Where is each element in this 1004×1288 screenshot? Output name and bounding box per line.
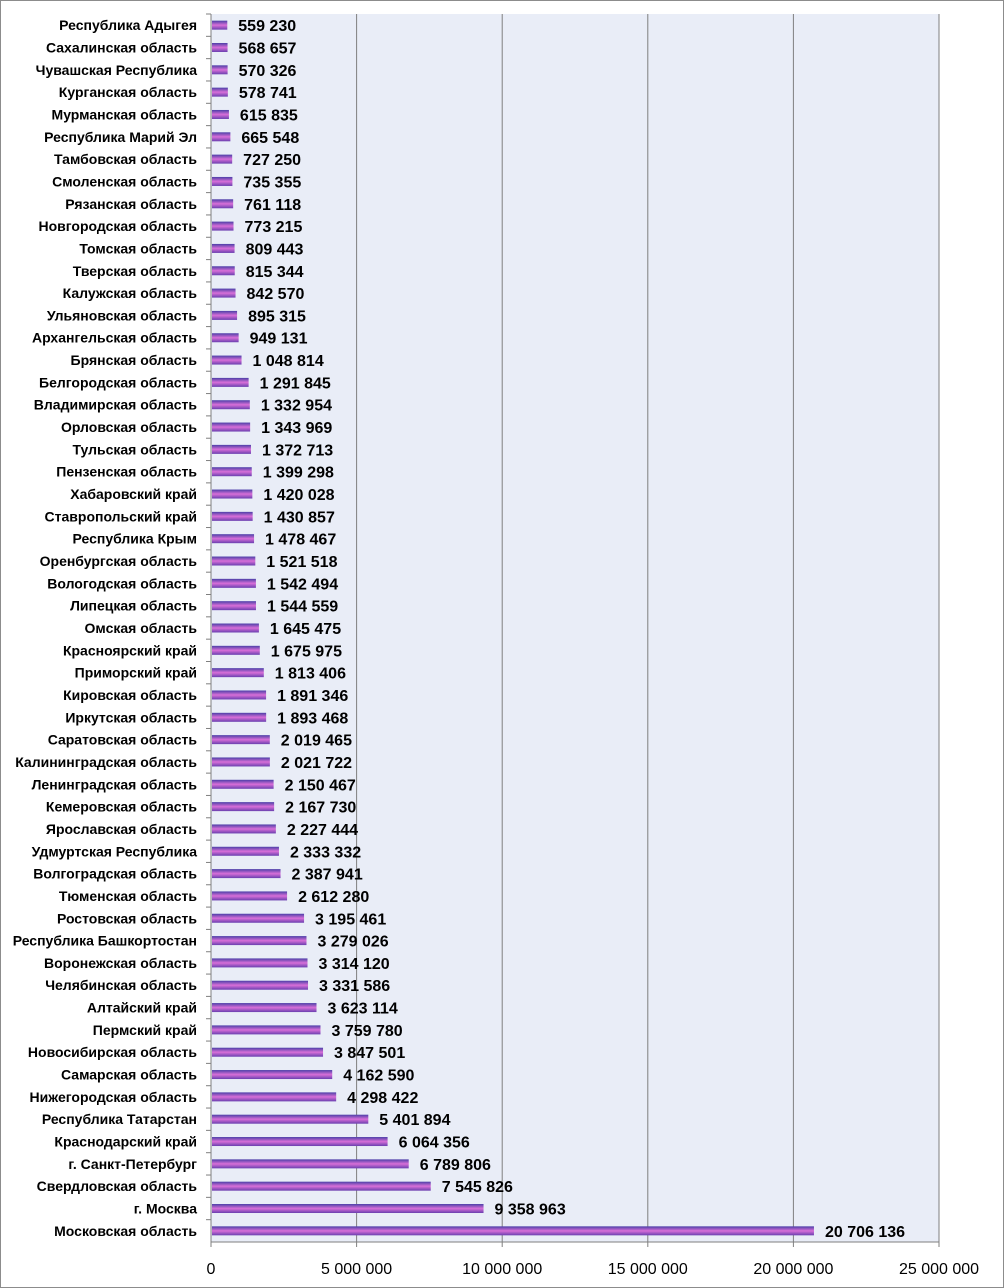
bar xyxy=(212,1092,336,1101)
data-label: 2 387 941 xyxy=(291,866,363,884)
data-label: 1 893 468 xyxy=(277,710,349,728)
data-label: 1 332 954 xyxy=(260,397,333,415)
category-label: Смоленская область xyxy=(52,173,197,190)
category-label: Владимирская область xyxy=(33,396,197,413)
category-label: Пермский край xyxy=(92,1021,197,1038)
bar xyxy=(212,1115,368,1124)
bar xyxy=(212,1048,323,1057)
category-label: Республика Марий Эл xyxy=(44,128,197,145)
data-label: 3 623 114 xyxy=(327,1000,398,1018)
bar-chart xyxy=(1,1,1003,1287)
data-label: 5 401 894 xyxy=(379,1112,451,1130)
category-label: Волгоградская область xyxy=(33,865,197,882)
category-label: Пензенская область xyxy=(56,463,197,480)
bar xyxy=(212,177,232,186)
category-label: Республика Адыгея xyxy=(59,17,197,34)
category-label: Нижегородская область xyxy=(29,1088,197,1105)
data-label: 20 706 136 xyxy=(824,1223,906,1241)
data-label: 1 675 975 xyxy=(270,643,342,661)
bar xyxy=(212,914,304,923)
data-label: 895 315 xyxy=(248,308,306,326)
category-label: Оренбургская область xyxy=(39,553,197,570)
category-label: Курганская область xyxy=(58,84,197,101)
x-tick-label: 5 000 000 xyxy=(321,1261,393,1278)
bar xyxy=(212,490,252,499)
category-label: Кировская область xyxy=(63,686,197,703)
category-label: Тюменская область xyxy=(58,887,197,904)
category-label: Удмуртская Республика xyxy=(31,843,197,860)
bar xyxy=(212,65,228,74)
category-label: Калужская область xyxy=(62,285,197,302)
bar xyxy=(212,400,250,409)
bar xyxy=(212,222,234,231)
category-label: Московская область xyxy=(54,1222,197,1239)
bar xyxy=(212,824,276,833)
bar xyxy=(212,1025,320,1034)
bar xyxy=(212,757,270,766)
category-label: Воронежская область xyxy=(44,954,197,971)
category-label: Ростовская область xyxy=(56,910,197,927)
category-label: Ульяновская область xyxy=(46,307,197,324)
data-label: 2 227 444 xyxy=(286,821,359,839)
bar xyxy=(212,1182,431,1191)
category-label: Сахалинская область xyxy=(45,39,197,56)
category-label: Приморский край xyxy=(74,664,197,681)
category-label: Ставропольский край xyxy=(44,508,197,525)
x-tick-label: 10 000 000 xyxy=(462,1261,543,1278)
data-label: 727 250 xyxy=(243,152,302,170)
data-label: 815 344 xyxy=(245,263,304,281)
bar xyxy=(212,802,274,811)
bar xyxy=(212,646,260,655)
data-label: 3 331 586 xyxy=(319,978,391,996)
data-label: 1 542 494 xyxy=(266,576,339,594)
bar xyxy=(212,1137,388,1146)
category-label: Самарская область xyxy=(61,1066,197,1083)
bar xyxy=(212,132,230,141)
data-label: 773 215 xyxy=(244,219,303,237)
data-label: 1 544 559 xyxy=(266,598,339,616)
category-label: Хабаровский край xyxy=(70,486,197,503)
category-label: Челябинская область xyxy=(45,977,197,994)
data-label: 578 741 xyxy=(238,85,297,103)
category-label: Новгородская область xyxy=(38,218,197,235)
bar xyxy=(212,311,237,320)
bar xyxy=(212,557,255,566)
bar xyxy=(212,579,256,588)
data-label: 570 326 xyxy=(238,62,297,80)
data-label: 2 019 465 xyxy=(280,732,352,750)
bar xyxy=(212,534,254,543)
bar xyxy=(212,88,228,97)
data-label: 2 021 722 xyxy=(280,754,353,772)
data-label: 1 521 518 xyxy=(266,554,338,572)
bar xyxy=(212,780,274,789)
data-label: 568 657 xyxy=(238,40,297,58)
category-label: Тверская область xyxy=(72,262,197,279)
bar xyxy=(212,891,287,900)
bar xyxy=(212,378,249,387)
bar xyxy=(212,333,239,342)
category-label: Кемеровская область xyxy=(45,798,197,815)
category-label: Калининградская область xyxy=(15,753,197,770)
data-label: 1 813 406 xyxy=(274,665,346,683)
bar xyxy=(212,735,270,744)
bar xyxy=(212,43,228,52)
bar xyxy=(212,981,308,990)
data-label: 1 291 845 xyxy=(259,375,331,393)
data-label: 2 167 730 xyxy=(285,799,357,817)
category-label: Тульская область xyxy=(72,441,197,458)
category-label: Ленинградская область xyxy=(31,776,197,793)
data-label: 3 279 026 xyxy=(317,933,389,951)
bar xyxy=(212,869,281,878)
data-label: 761 118 xyxy=(244,196,302,214)
x-tick-label: 25 000 000 xyxy=(898,1261,980,1278)
category-label: Мурманская область xyxy=(51,106,197,123)
data-label: 2 150 467 xyxy=(284,777,356,795)
bar xyxy=(212,1070,332,1079)
data-label: 1 645 475 xyxy=(269,621,342,638)
data-label: 1 891 346 xyxy=(277,687,349,705)
data-label: 3 195 461 xyxy=(315,911,387,929)
data-label: 4 298 422 xyxy=(347,1089,419,1107)
data-label: 7 545 826 xyxy=(441,1179,513,1197)
data-label: 1 430 857 xyxy=(263,509,335,527)
bar xyxy=(212,936,306,945)
data-label: 809 443 xyxy=(245,241,304,259)
category-label: Омская область xyxy=(84,620,197,636)
bar xyxy=(212,1226,814,1235)
bar xyxy=(212,512,253,521)
category-label: Белгородская область xyxy=(39,374,197,391)
data-label: 3 314 120 xyxy=(318,955,390,973)
bar xyxy=(212,423,250,432)
data-label: 2 612 280 xyxy=(298,888,370,906)
category-label: Томская область xyxy=(79,240,197,257)
category-label: Рязанская область xyxy=(65,195,197,212)
category-label: Иркутская область xyxy=(65,709,197,726)
category-label: Липецкая область xyxy=(70,597,197,614)
data-label: 6 064 356 xyxy=(398,1134,470,1152)
x-tick-label: 15 000 000 xyxy=(607,1261,688,1278)
x-tick-label: 20 000 000 xyxy=(753,1261,834,1278)
category-label: Свердловская область xyxy=(36,1178,197,1195)
bar xyxy=(212,467,252,476)
category-label: Краснодарский край xyxy=(54,1133,197,1150)
category-label: Алтайский край xyxy=(86,999,197,1016)
category-label: Республика Татарстан xyxy=(41,1111,197,1128)
bar xyxy=(212,266,235,275)
data-label: 1 372 713 xyxy=(261,442,334,460)
bar xyxy=(212,847,279,856)
bar xyxy=(212,601,256,610)
bar xyxy=(212,21,227,30)
bar xyxy=(212,668,264,677)
category-label: Новосибирская область xyxy=(27,1044,197,1061)
category-label: Чувашская Республика xyxy=(35,61,197,78)
category-label: Красноярский край xyxy=(62,642,197,659)
category-label: Архангельская область xyxy=(31,329,197,346)
data-label: 735 355 xyxy=(243,174,302,192)
data-label: 6 789 806 xyxy=(419,1156,491,1174)
bar xyxy=(212,289,236,298)
bar xyxy=(212,1003,317,1012)
bar xyxy=(212,713,266,722)
data-label: 559 230 xyxy=(238,18,297,36)
category-label: Республика Крым xyxy=(72,530,197,547)
data-label: 9 358 963 xyxy=(494,1201,566,1219)
bar xyxy=(212,244,235,253)
bar xyxy=(212,155,232,164)
data-label: 3 847 501 xyxy=(334,1045,406,1063)
bar xyxy=(212,445,251,454)
data-label: 1 478 467 xyxy=(265,531,337,549)
data-label: 1 343 969 xyxy=(261,420,333,438)
category-label: Орловская область xyxy=(60,419,197,436)
data-label: 4 162 590 xyxy=(343,1067,415,1085)
data-label: 949 131 xyxy=(249,330,308,348)
bar xyxy=(212,690,266,699)
category-label: г. Москва xyxy=(133,1200,197,1217)
data-label: 1 399 298 xyxy=(262,464,334,482)
category-label: Ярославская область xyxy=(45,820,197,837)
bar xyxy=(212,199,233,208)
data-label: 1 048 814 xyxy=(252,353,324,371)
bar xyxy=(212,356,242,365)
bar xyxy=(212,624,259,633)
data-label: 842 570 xyxy=(246,286,305,304)
category-label: Тамбовская область xyxy=(53,151,197,168)
x-tick-label: 0 xyxy=(206,1261,216,1278)
data-label: 2 333 332 xyxy=(289,844,362,862)
data-label: 615 835 xyxy=(239,107,298,125)
data-label: 3 759 780 xyxy=(331,1022,403,1040)
bar xyxy=(212,1159,409,1168)
data-label: 1 420 028 xyxy=(263,487,335,505)
category-label: Республика Башкортостан xyxy=(12,932,197,949)
data-label: 665 548 xyxy=(241,129,300,147)
category-label: Брянская область xyxy=(70,352,197,369)
bar xyxy=(212,1204,484,1213)
category-label: г. Санкт-Петербург xyxy=(68,1155,197,1172)
bar xyxy=(212,110,229,119)
category-label: Вологодская область xyxy=(47,575,197,592)
category-label: Саратовская область xyxy=(47,731,197,748)
bar xyxy=(212,958,308,967)
